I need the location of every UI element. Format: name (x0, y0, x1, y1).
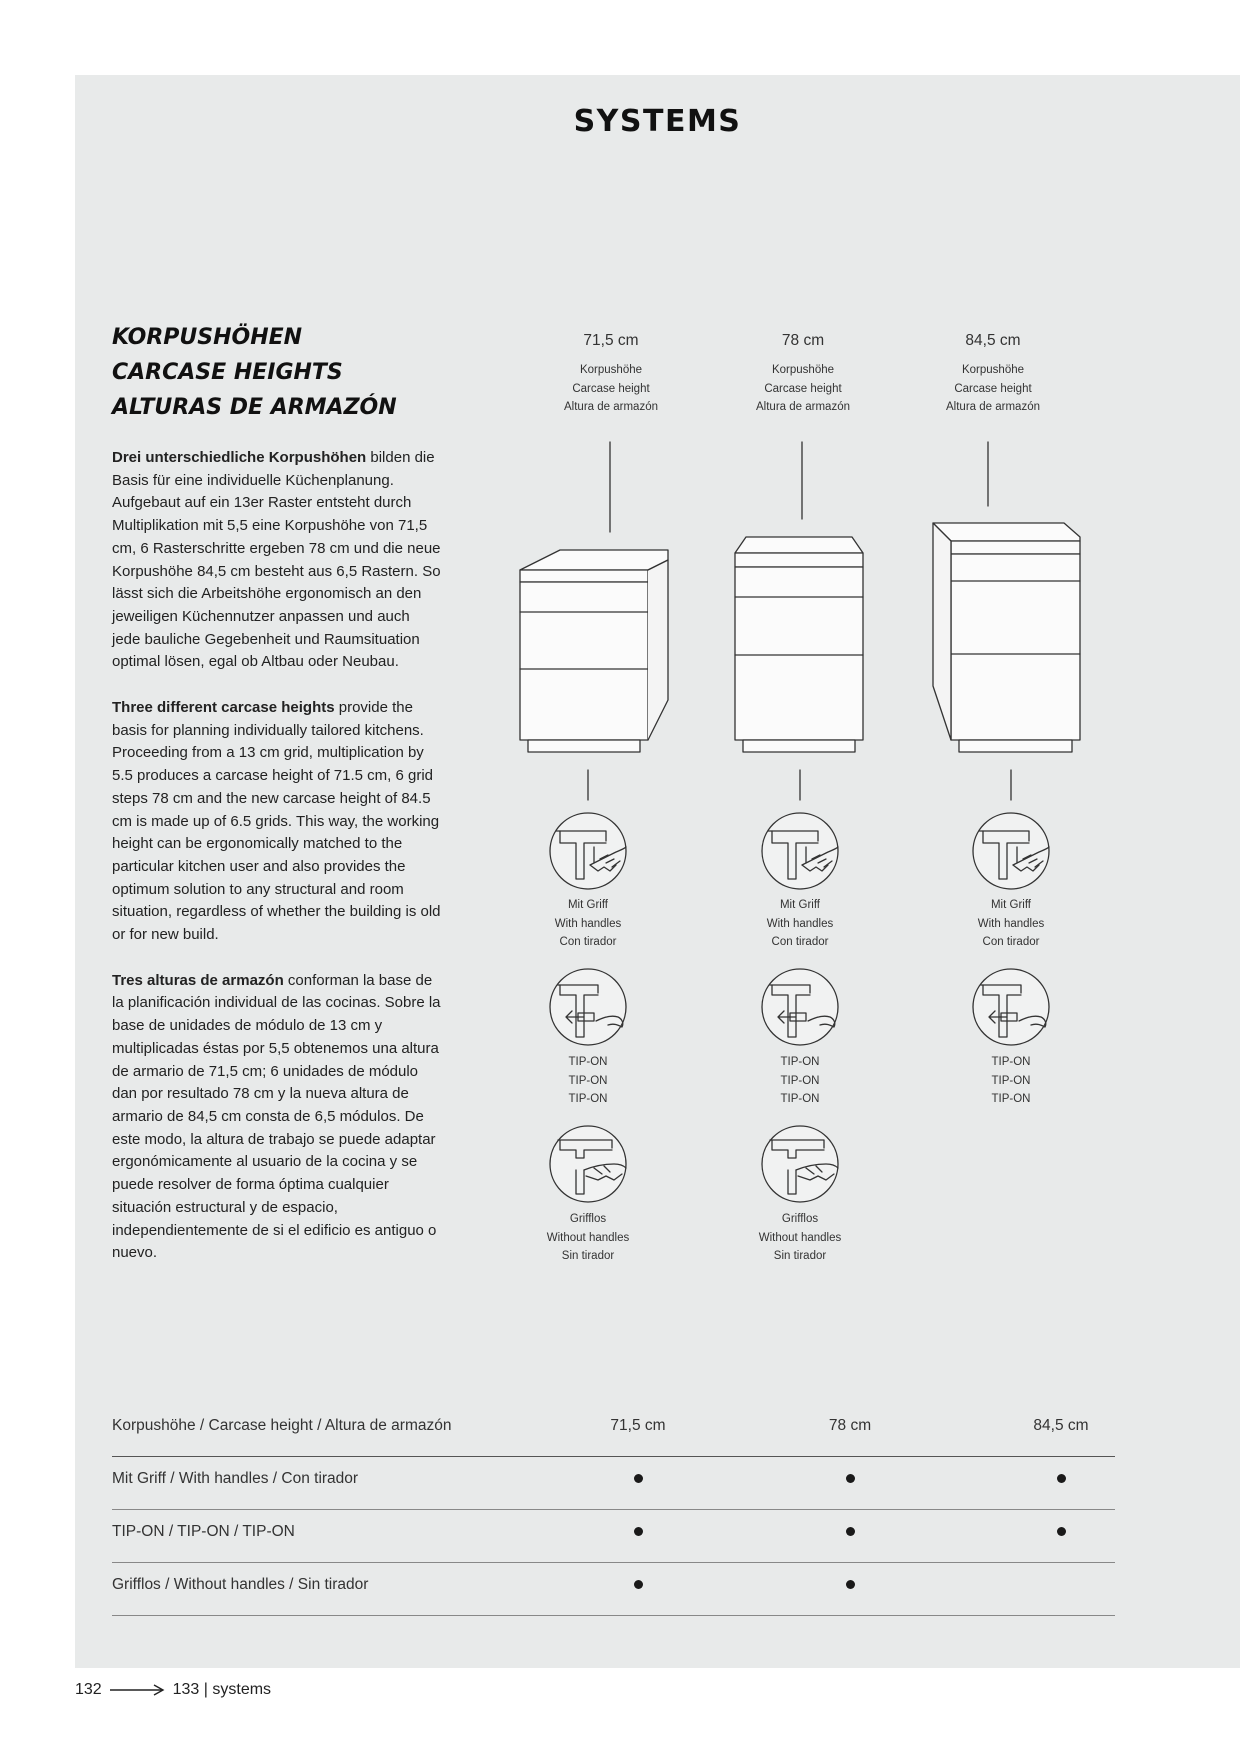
tip-on-icon (762, 969, 838, 1045)
label-es: TIP-ON (991, 1093, 1031, 1105)
column-label-en: Carcase height (764, 382, 842, 395)
label-en: TIP-ON (780, 1074, 820, 1087)
table-row-label: Mit Griff / With handles / Con tirador (112, 1470, 359, 1487)
availability-dot (634, 1474, 643, 1483)
handle-icon (550, 813, 626, 889)
label-en: With handles (554, 917, 622, 930)
table-row (112, 1456, 1115, 1509)
heading-line-es: ALTURAS DE ARMAZÓN (112, 395, 397, 420)
column-label-es: Altura de armazón (756, 401, 850, 413)
paragraph-de-text: bilden die Basis für eine individuelle Küchenplanung. Aufgebaut auf ein 13er Raster entsteht durch Multiplikation mit 5,5 eine Korpushöhe von 71,5 cm, 6 Rasterschritte ergeben 78 cm und die neue Korpushöhe 84,5 cm besteht aus 6,5 Rastern. So lässt sich die Arbeitshöhe ergonomisch an den jeweiligen Küchennutzer anpassen und auch jede bauliche Gegebenheit und Raumsituation optimal lösen, egal ob Altbau oder Neubau. (112, 449, 441, 671)
availability-cell (800, 1576, 900, 1594)
availability-cell (1011, 1523, 1111, 1541)
paragraph-es-text: conforman la base de la planificación individual de las cocinas. Sobre la base de unidades de módulo de 13 cm y multiplicadas éstas por 5,5 obtenemos una altura de armario de 71,5 cm; 6 unidades de módulo dan por resultado 78 cm y la nueva altura de armario de 84,5 cm consta de 6,5 módulos. De este modo, la altura de trabajo se puede adaptar ergonómicamente al usuario de la cocina y se puede resolver de forma óptima cualquier situación estructural y de espacio, independientemente de si el edificio es antiguo o nuevo. (112, 971, 441, 1262)
option-label-without-handles (508, 1210, 668, 1266)
column-label-es: Altura de armazón (946, 401, 1040, 413)
column-height-value: 71,5 cm (583, 332, 639, 349)
label-de: Mit Griff (990, 899, 1032, 911)
comparison-table (112, 1403, 1115, 1615)
label-de: Grifflos (569, 1213, 607, 1225)
label-es: Con tirador (559, 936, 617, 948)
handle-icon (973, 813, 1049, 889)
paragraph-es-lead: Tres alturas de armazón (112, 971, 284, 989)
handle-icon (762, 813, 838, 889)
label-en: Without handles (546, 1231, 630, 1244)
option-label-without-handles (720, 1210, 880, 1266)
option-label-with-handles (720, 896, 880, 952)
table-header-value: 78 cm (828, 1417, 872, 1434)
column-label-de: Korpushöhe (771, 364, 835, 376)
label-de: Grifflos (781, 1213, 819, 1225)
availability-cell (588, 1470, 688, 1488)
carcase-84-illustration (933, 442, 1080, 800)
option-label-with-handles (931, 896, 1091, 952)
handleless-icon (550, 1126, 626, 1202)
carcase-71-illustration (520, 442, 668, 800)
label-de: TIP-ON (568, 1056, 608, 1068)
column-label-de: Korpushöhe (961, 364, 1025, 376)
availability-cell (800, 1523, 900, 1541)
label-en: TIP-ON (991, 1074, 1031, 1087)
availability-dot (634, 1580, 643, 1589)
paragraph-de-lead: Drei unterschiedliche Korpushöhen (112, 449, 367, 466)
table-header-row (112, 1403, 1115, 1456)
column-label-es: Altura de armazón (564, 401, 658, 413)
availability-dot (634, 1527, 643, 1536)
label-en: Without handles (758, 1231, 842, 1244)
table-header-value: 71,5 cm (610, 1417, 666, 1434)
heading-line-en: CARCASE HEIGHTS (112, 360, 343, 385)
page-number-left: 132 (75, 1681, 102, 1698)
label-en: With handles (766, 917, 834, 930)
option-label-tip-on (508, 1053, 668, 1109)
label-es: Sin tirador (561, 1250, 615, 1262)
column-label-de: Korpushöhe (579, 364, 643, 376)
handleless-icon (762, 1126, 838, 1202)
label-es: Con tirador (771, 936, 829, 948)
label-de: TIP-ON (991, 1056, 1031, 1068)
availability-dot (846, 1474, 855, 1483)
page-number-right: 133 (172, 1681, 200, 1698)
table-row-label: Grifflos / Without handles / Sin tirador (112, 1576, 369, 1593)
page-footer (75, 1681, 271, 1699)
arrow-icon (108, 1683, 166, 1697)
availability-cell (588, 1523, 688, 1541)
footer-section: systems (212, 1681, 272, 1698)
option-label-with-handles (508, 896, 668, 952)
availability-cell (588, 1576, 688, 1594)
carcase-78-illustration (735, 442, 863, 800)
column-label-en: Carcase height (572, 382, 650, 395)
availability-cell (1011, 1470, 1111, 1488)
availability-dot (846, 1527, 855, 1536)
label-en: With handles (977, 917, 1045, 930)
label-es: TIP-ON (780, 1093, 820, 1105)
column-height-value: 78 cm (781, 332, 825, 349)
heading-line-de: KORPUSHÖHEN (112, 325, 303, 350)
column-height-value: 84,5 cm (965, 332, 1021, 349)
availability-cell (800, 1470, 900, 1488)
label-de: TIP-ON (780, 1056, 820, 1068)
table-row (112, 1562, 1115, 1615)
tip-on-icon (973, 969, 1049, 1045)
table-header-value: 84,5 cm (1033, 1417, 1089, 1434)
tip-on-icon (550, 969, 626, 1045)
column-label-en: Carcase height (954, 382, 1032, 395)
availability-dot (846, 1580, 855, 1589)
page-title: SYSTEMS (573, 104, 742, 139)
label-es: TIP-ON (568, 1093, 608, 1105)
footer-separator: | (203, 1681, 208, 1698)
option-label-tip-on (720, 1053, 880, 1109)
availability-dot (1057, 1474, 1066, 1483)
table-row-label: TIP-ON / TIP-ON / TIP-ON (112, 1523, 295, 1540)
paragraph-en-text: provide the basis for planning individually tailored kitchens. Proceeding from a 13 cm grid, multiplication by 5.5 produces a carcase height of 71.5 cm, 6 grid steps 78 cm and the new carcase height of 84.5 cm is made up of 6.5 grids. This way, the working height can be ergonomically matched to the particular kitchen user and also provides the optimum solution to any structural and room situation, regardless of whether the building is old or for new build. (112, 699, 441, 944)
label-en: TIP-ON (568, 1074, 608, 1087)
paragraph-en-lead: Three different carcase heights (112, 699, 335, 717)
table-row-rule (112, 1615, 1115, 1616)
availability-dot (1057, 1527, 1066, 1536)
table-header-label: Korpushöhe / Carcase height / Altura de armazón (112, 1417, 452, 1434)
label-de: Mit Griff (779, 899, 821, 911)
label-de: Mit Griff (567, 899, 609, 911)
table-row (112, 1509, 1115, 1562)
label-es: Sin tirador (773, 1250, 827, 1262)
label-es: Con tirador (982, 936, 1040, 948)
option-label-tip-on (931, 1053, 1091, 1109)
